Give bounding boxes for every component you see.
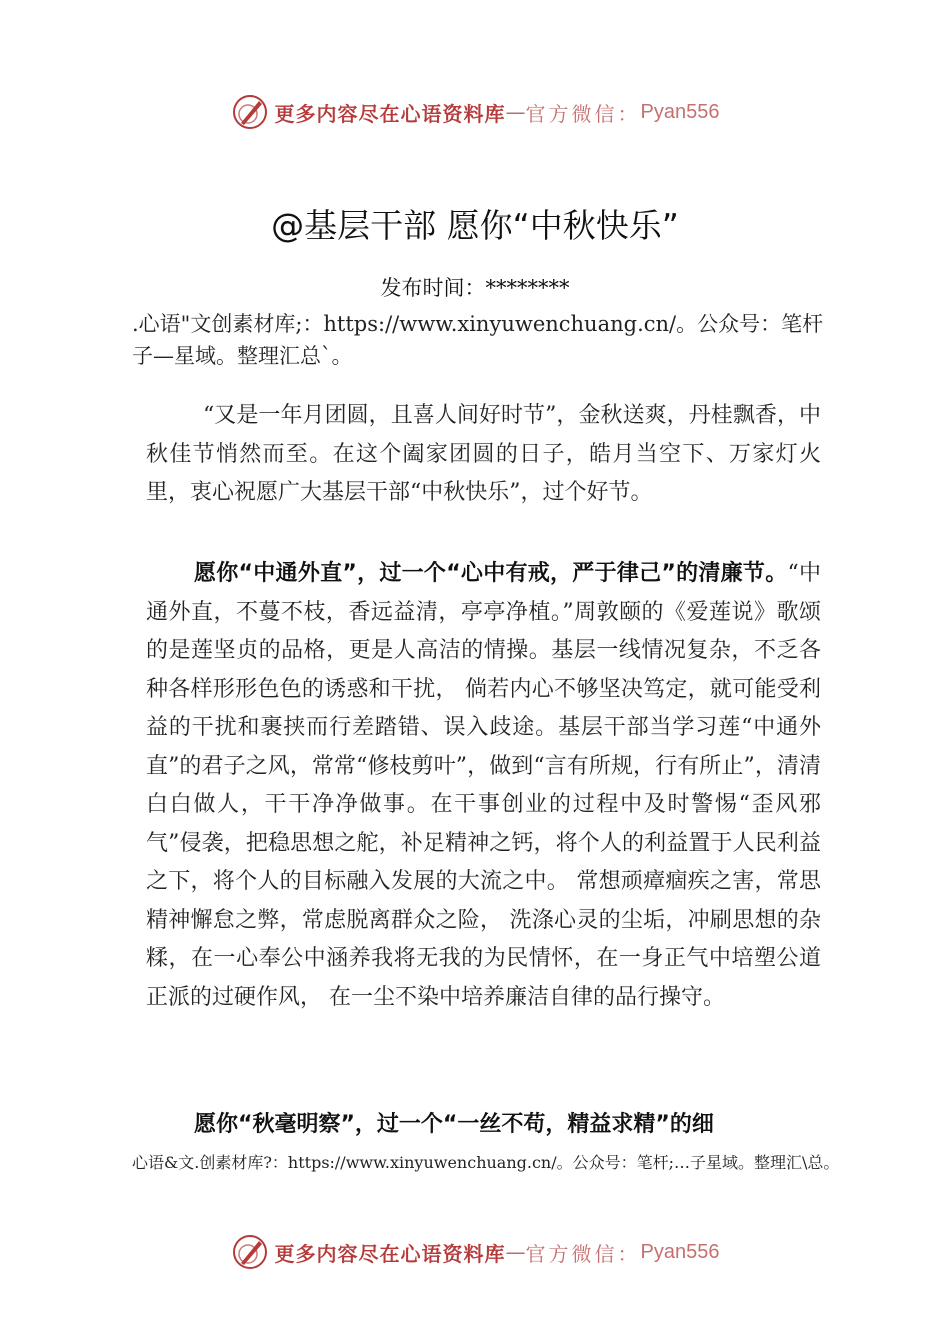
- header-banner: [0, 92, 950, 132]
- paragraph-clean-festival: [146, 555, 821, 1017]
- paragraph-detail-festival: [146, 1106, 821, 1145]
- paragraph-text: “又是一年月团圆，且喜人间好时节”，金秋送爽，丹桂飘香，中秋佳节悄然而至。在这个阖家团圆的日子，皓月当空下、万家灯火里，衷心祝愿广大基层干部“中秋快乐”，过个好节。: [146, 403, 821, 505]
- banner-wechat-id: Pyan556: [640, 100, 720, 123]
- banner-wechat-label: 官方微信：: [525, 1241, 641, 1266]
- source-note-bottom: 心语&文.创素材库?：https://www.xinyuwenchuang.cn/。公众号：笔杆;…子星域。整理汇\总。: [132, 1153, 840, 1172]
- banner-text: 更多内容尽在心语资料库: [274, 1241, 506, 1266]
- paragraph-intro: [146, 397, 821, 513]
- paragraph-lead: 愿你“秋毫明察”，过一个“一丝不苟，精益求精”的细: [194, 1112, 714, 1137]
- footer-banner: [0, 1232, 950, 1272]
- paragraph-lead: 愿你“中通外直”，过一个“心中有戒，严于律己”的清廉节。: [194, 561, 788, 586]
- banner-wechat-label: 官方微信：: [525, 101, 641, 126]
- paragraph-text: “中通外直，不蔓不枝，香远益清，亭亭净植。”周敦颐的《爱莲说》歌颂的是莲坚贞的品格，更是人高洁的情操。基层一线情况复杂，不乏各种各样形形色色的诱惑和干扰， 倘若内心不够坚决笃定，就可能受利益的干扰和裹挟而行差踏错、误入歧途。基层干部当学习莲“中通外直”的君子之风，常常“修枝剪叶”，做到“言有所规，行有所止”，清清白白做人，干干净净做事。在干事创业的过程中及时警惕“歪风邪气”侵袭，把稳思想之舵，补足精神之钙，将个人的利益置于人民利益之下，将个人的目标融入发展的大流之中。 常想顽瘴痼疾之害，常思精神懈怠之弊，常虑脱离群众之险， 洗涤心灵的尘垢，冲刷思想的杂糅，在一心奉公中涵养我将无我的为民情怀，在一身正气中培塑公道正派的过硬作风， 在一尘不染中培养廉洁自律的品行操守。: [146, 561, 822, 1010]
- source-note-top: .心语"文创素材库;：https://www.xinyuwenchuang.cn/。公众号：笔杆子—星域。整理汇总`。: [132, 312, 824, 368]
- banner-wechat-id: Pyan556: [640, 1240, 720, 1263]
- banner-dash: —: [505, 1240, 526, 1264]
- page-title: @基层干部 愿你“中秋快乐”: [271, 206, 679, 245]
- banner-dash: —: [505, 100, 526, 124]
- banner-text: 更多内容尽在心语资料库: [274, 101, 506, 126]
- pen-logo-icon: [231, 1233, 269, 1271]
- publish-time: 发布时间：********: [380, 276, 570, 300]
- pen-logo-icon: [231, 93, 269, 131]
